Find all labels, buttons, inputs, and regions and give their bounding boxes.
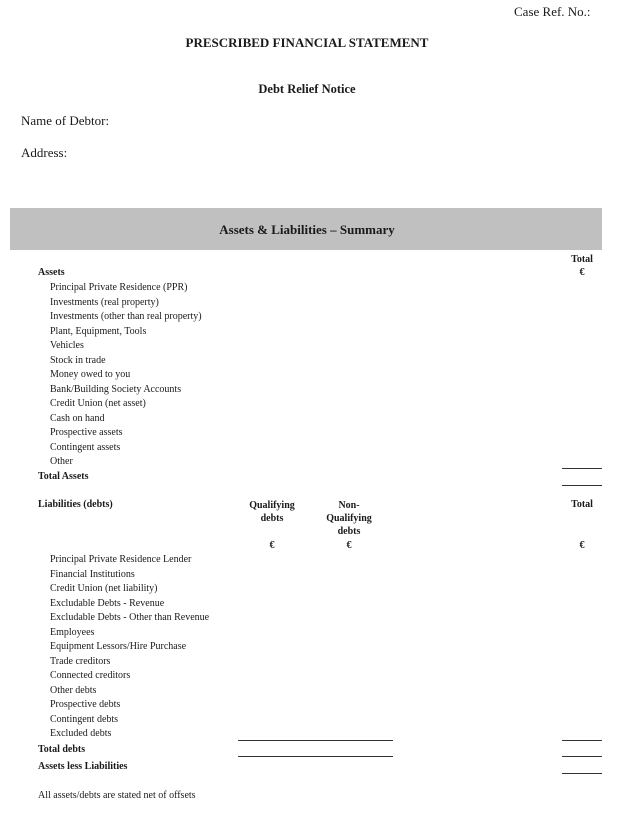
asset-item: Cash on hand — [50, 412, 105, 424]
asset-item: Contingent assets — [50, 441, 121, 453]
liabilities-total-currency: € — [579, 540, 585, 551]
liability-item: Equipment Lessors/Hire Purchase — [50, 641, 187, 652]
total-assets-rule-top — [562, 468, 602, 469]
liability-item: Excludable Debts - Revenue — [50, 597, 165, 609]
document-subtitle: Debt Relief Notice — [258, 82, 356, 96]
liabilities-total-header: Total — [571, 499, 593, 510]
asset-item: Prospective assets — [50, 427, 123, 438]
liability-item: Connected creditors — [50, 670, 131, 681]
asset-item: Plant, Equipment, Tools — [50, 325, 147, 337]
liability-item: Contingent debts — [50, 713, 119, 725]
total-debts-label: Total debts — [38, 744, 86, 755]
qualifying-debts-header: Qualifying debts — [249, 500, 295, 524]
total-assets-label: Total Assets — [38, 471, 89, 482]
asset-item: Credit Union (net asset) — [50, 398, 146, 409]
asset-item: Other — [50, 456, 73, 467]
net-total-rule — [562, 773, 602, 774]
asset-item: Money owed to you — [50, 369, 131, 380]
summary-title: Assets & Liabilities – Summary — [219, 222, 395, 237]
non-qualifying-currency: € — [346, 540, 352, 551]
liability-item: Financial Institutions — [50, 568, 135, 580]
non-qualifying-debts-header: Non-Qualifying debts — [326, 500, 372, 537]
qualifying-currency: € — [269, 540, 275, 551]
liability-item: Prospective debts — [50, 699, 121, 710]
debtor-name-label: Name of Debtor: — [21, 113, 110, 128]
debts-columns-rule-top — [238, 740, 393, 741]
liability-item: Employees — [50, 626, 95, 638]
liabilities-heading: Liabilities (debts) — [38, 499, 113, 510]
document-title: PRESCRIBED FINANCIAL STATEMENT — [185, 35, 429, 50]
assets-total-header: Total — [571, 254, 593, 265]
debts-columns-rule-bottom — [238, 756, 393, 757]
debts-total-rule-bottom — [562, 756, 602, 757]
liability-item: Excluded debts — [50, 728, 112, 739]
case-ref-label: Case Ref. No.: — [514, 4, 591, 19]
assets-total-currency: € — [579, 267, 585, 278]
total-assets-rule-bottom — [562, 485, 602, 486]
liability-item: Excludable Debts - Other than Revenue — [50, 612, 210, 623]
liability-item: Other debts — [50, 684, 97, 696]
assets-less-liabilities-label: Assets less Liabilities — [38, 761, 128, 772]
liability-item: Credit Union (net liability) — [50, 583, 158, 594]
asset-item: Bank/Building Society Accounts — [50, 383, 182, 395]
liability-item: Trade creditors — [50, 655, 111, 667]
liability-item: Principal Private Residence Lender — [50, 554, 192, 565]
asset-item: Investments (real property) — [50, 296, 159, 308]
asset-item: Principal Private Residence (PPR) — [50, 282, 188, 293]
asset-item: Investments (other than real property) — [50, 311, 202, 322]
asset-item: Stock in trade — [50, 354, 106, 366]
footnote: All assets/debts are stated net of offsets — [38, 790, 196, 801]
debts-total-rule-top — [562, 740, 602, 741]
assets-heading: Assets — [38, 267, 65, 278]
asset-item: Vehicles — [50, 340, 84, 351]
debtor-address-label: Address: — [21, 145, 68, 160]
